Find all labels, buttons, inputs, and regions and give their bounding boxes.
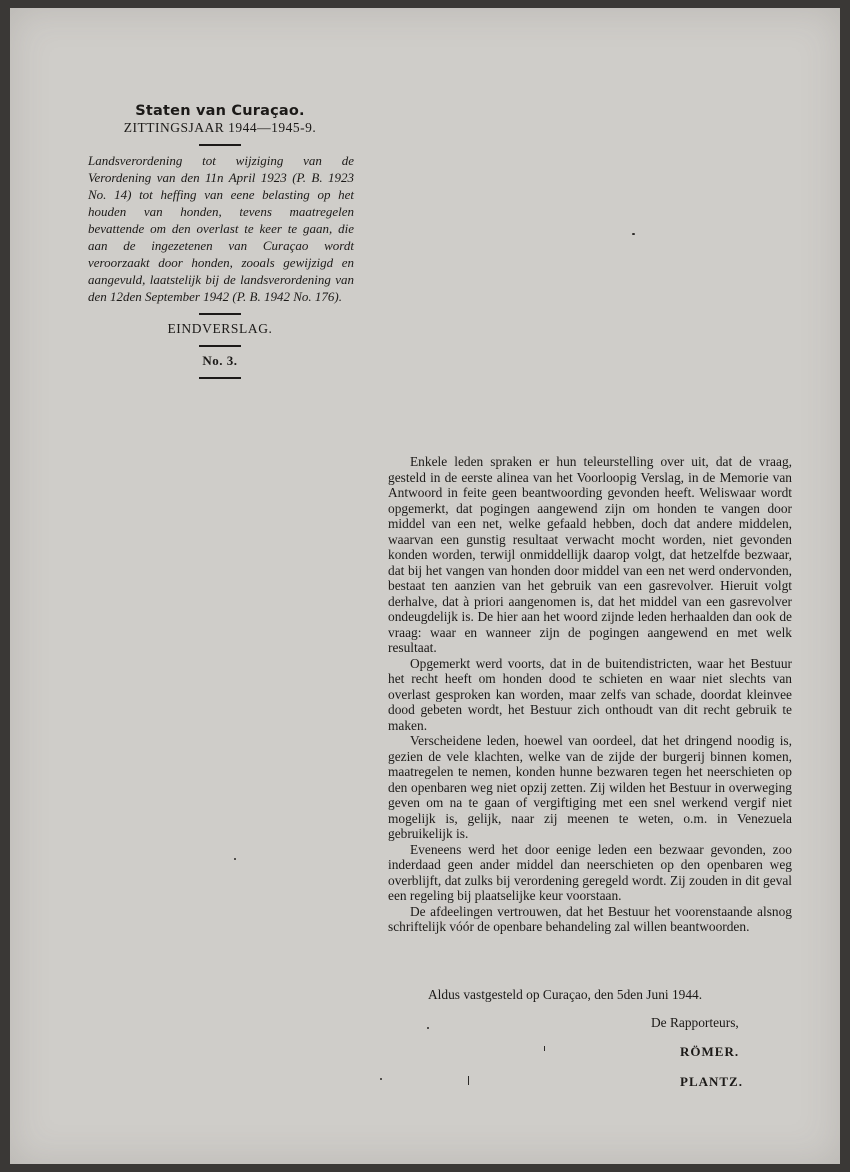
organization-name: Staten van Curaçao. — [135, 103, 305, 119]
report-body — [388, 454, 792, 935]
closing-statement: Aldus vastgesteld op Curaçao, den 5den Juni 1944. — [428, 987, 703, 1002]
paper-speck — [234, 858, 236, 860]
paragraph: Enkele leden spraken er hun teleurstelling over uit, dat de vraag, gesteld in de eerste alinea van het Voorloopig Verslag, in de Memorie van Antwoord in feite geen beantwoording gevonden heeft. Weliswaar wordt opgemerkt, dat pogingen aangewend zijn om honden te vangen door middel van een net, welke gefaald hebben, doch dat andere middelen, waarvan een gunstig resultaat verwacht mocht worden, niet gevonden konden worden, terwijl onmiddellijk daarop volgt, dat hetzelfde bezwaar, dat bij het vangen van honden door middel van een net werd ondervonden, bestaat ten aanzien van het gebruik van een gasrevolver. Hieruit volgt derhalve, dat à priori aangenomen is, dat het middel van een gasrevolver ondeugdelijk is. De hier aan het woord zijnde leden herhaalden dan ook de vraag: waar en wanneer zijn de pogingen aangewend en met welk resultaat. — [388, 454, 792, 655]
paragraph: Verscheidene leden, hoewel van oordeel, dat het dringend noodig is, gezien de vele klachten, welke van de zijde der burgerij binnen komen, maatregelen te nemen, konden hunne bezwaren tegen het neerschieten op den openbaren weg niet opzij zetten. Zij wilden het Bestuur in overweging geven om na te gaan of vergiftiging met een snel werkend vergif niet mogelijk is, gelijk, naar zij meenen te weten, o.m. in Venezuela gebruikelijk is. — [388, 733, 792, 841]
divider — [199, 313, 241, 315]
session-year: ZITTINGSJAAR 1944—1945-9. — [123, 120, 317, 135]
paragraph: Opgemerkt werd voorts, dat in de buitendistricten, waar het Bestuur het recht heeft om honden dood te schieten en waar niet slechts van overlast gesproken kan worden, maar zelfs van schade, doordat kleinvee dood gebeten wordt, het Bestuur zich onthoudt van dit recht gebruik te maken. — [388, 655, 792, 733]
paper-speck — [468, 1076, 469, 1085]
report-number: No. 3. — [202, 353, 238, 368]
divider — [199, 377, 241, 379]
paragraph: Eveneens werd het door eenige leden een bezwaar gevonden, zoo inderdaad geen ander middel dan neerschieten op den openbaren weg overblijft, dat zulks bij verordening geregeld wordt. Zij zouden in dit geval een regeling bij plaatselijke keur voorstaan. — [388, 841, 792, 903]
signatory-name: PLANTZ. — [680, 1074, 743, 1089]
paragraph: De afdeelingen vertrouwen, dat het Bestuur het voorenstaande alsnog schriftelijk vóór de openbare behandeling zal willen beantwoorden. — [388, 903, 792, 934]
paper-speck — [427, 1027, 429, 1029]
report-type: EINDVERSLAG. — [167, 321, 273, 336]
signatory-name: RÖMER. — [680, 1044, 740, 1059]
divider — [199, 144, 241, 146]
document-header — [86, 103, 354, 385]
paper-speck — [380, 1078, 382, 1080]
divider — [199, 345, 241, 347]
ordinance-title: Landsverordening tot wijziging van de Verordening van den 11n April 1923 (P. B. 1923 No. 14) tot heffing van eene belasting op het houden van honden, tevens maatregelen bevattende om den overlast te keer te gaan, die aan de ingezetenen van Curaçao wordt veroorzaakt door honden, zooals gewijzigd en aangevuld, laatstelijk bij de landsverordening van den 12den September 1942 (P. B. 1942 No. 176). — [88, 153, 354, 304]
paper-speck — [544, 1046, 545, 1051]
document-page — [10, 8, 840, 1164]
paper-speck — [632, 233, 635, 235]
rapporteurs-label: De Rapporteurs, — [651, 1015, 739, 1030]
